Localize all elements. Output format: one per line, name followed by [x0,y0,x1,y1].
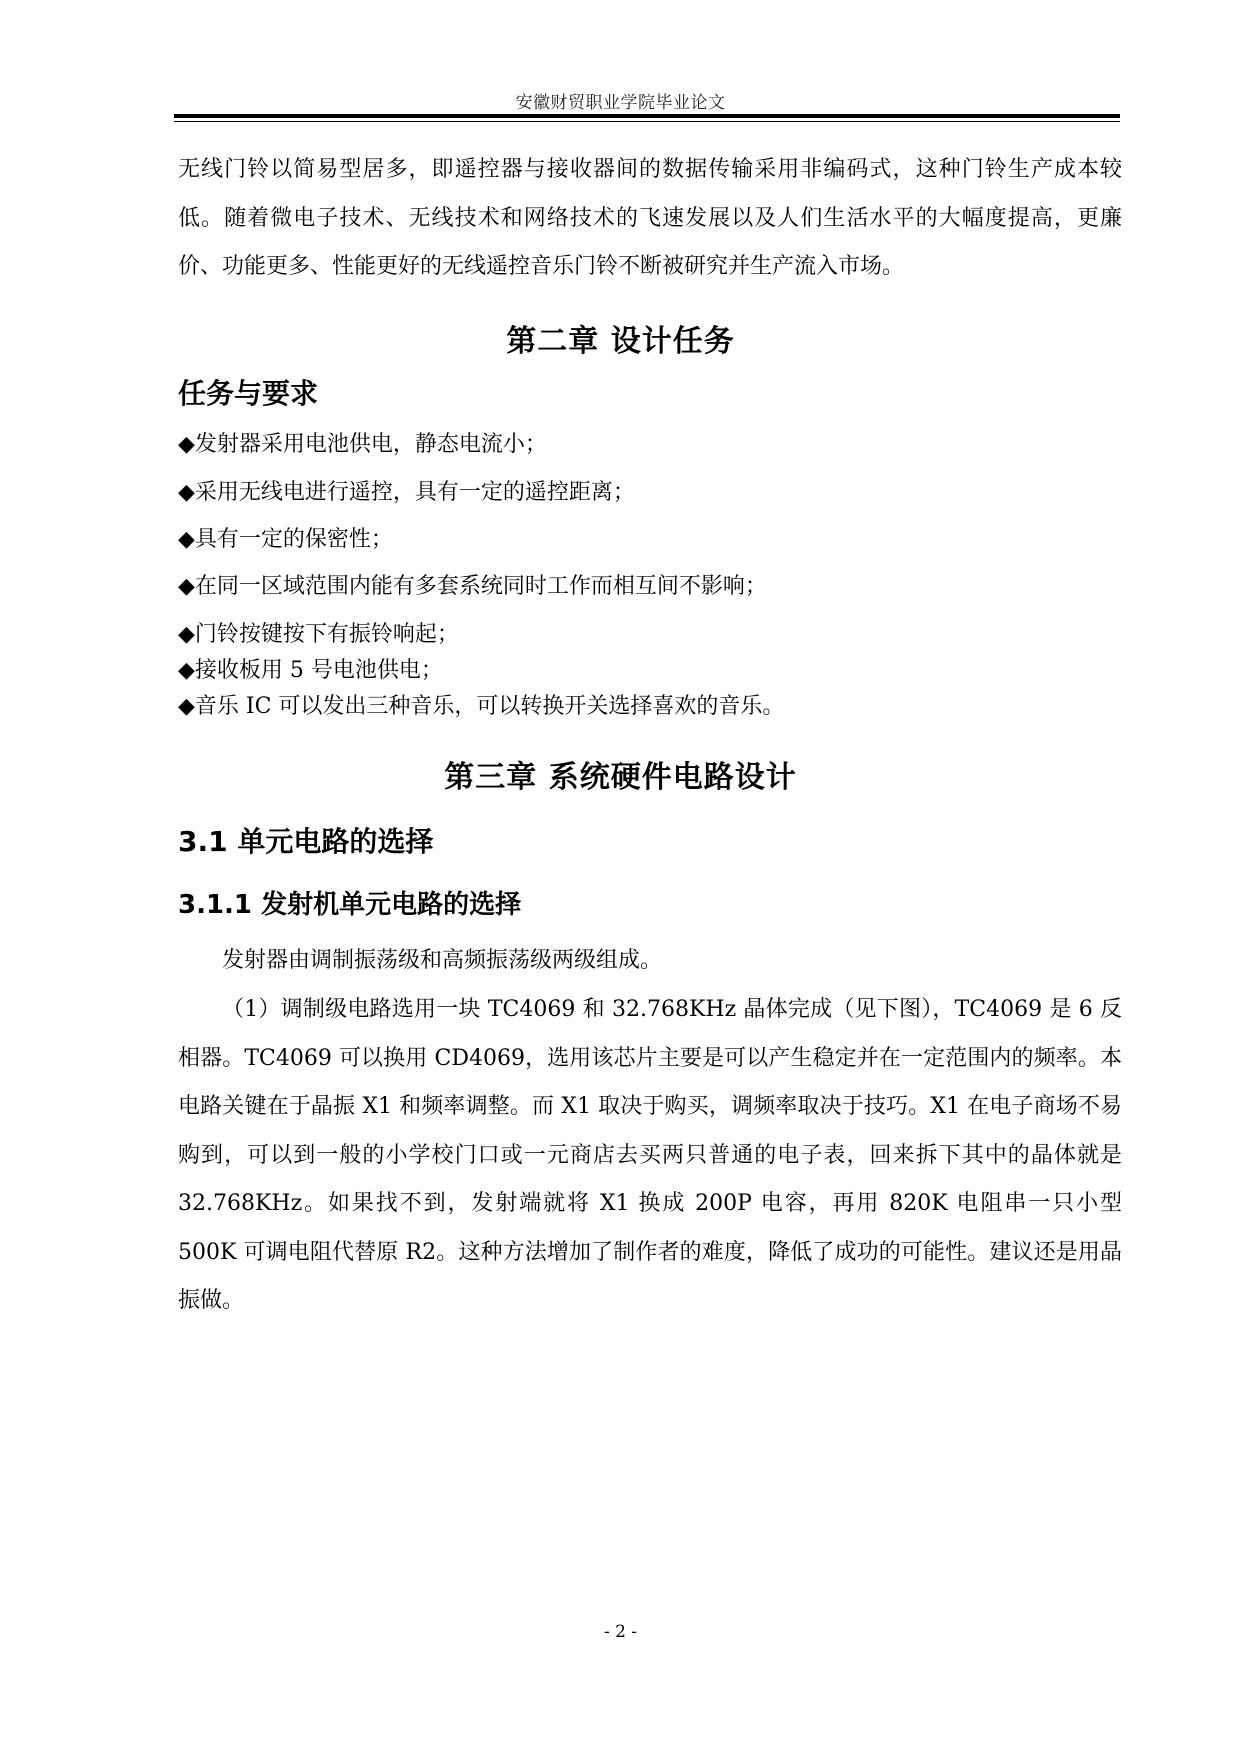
section-3-1-1-title: 3.1.1 发射机单元电路的选择 [178,890,522,920]
requirement-item: ◆接收板用 5 号电池供电； [178,658,443,683]
requirement-item: ◆音乐 IC 可以发出三种音乐，可以转换开关选择喜欢的音乐。 [178,694,785,719]
running-header: 安徽财贸职业学院毕业论文 [515,93,726,113]
requirement-item: ◆在同一区域范围内能有多套系统同时工作而相互间不影响； [178,574,767,599]
section-3-1-title: 3.1 单元电路的选择 [178,825,434,858]
paragraph-transmitter-stages: 发射器由调制振荡级和高频振荡级两级组成。 [222,948,663,973]
requirement-item: ◆发射器采用电池供电，静态电流小； [178,432,547,457]
chapter-2-title: 第二章 设计任务 [506,324,735,359]
requirement-item: ◆具有一定的保密性； [178,527,393,552]
requirement-item: ◆门铃按键按下有振铃响起； [178,622,459,647]
page-number: - 2 - [603,1622,638,1642]
header-rule-thin [174,121,1120,122]
section-task-requirements: 任务与要求 [178,377,319,410]
requirement-item: ◆采用无线电进行遥控，具有一定的遥控距离； [178,480,635,505]
paragraph-modulation-circuit: （1）调制级电路选用一块 TC4069 和 32.768KHz 晶体完成（见下图），TC4069 是 6 反相器。TC4069 可以换用 CD4069，选用该芯片主要是可以产生稳定并在一定范围内的频率。本电路关键在于晶振 X1 和频率调整。而 X1 取决于购买，调频率取决于技巧。X1 在电子商场不易购到，可以到一般的小学校门口或一元商店去买两只普通的电子表，回来拆下其中的晶体就是 32.768KHz。如果找不到，发射端就将 X1 换成 200P 电容，再用 820K 电阻串一只小型 500K 可调电阻代替原 R2。这种方法增加了制作者的难度，降低了成功的可能性。建议还是用晶振做。 [178,997,1122,1313]
intro-paragraph: 无线门铃以简易型居多，即遥控器与接收器间的数据传输采用非编码式，这种门铃生产成本较低。随着微电子技术、无线技术和网络技术的飞速发展以及人们生活水平的大幅度提高，更廉价、功能更多、性能更好的无线遥控音乐门铃不断被研究并生产流入市场。 [178,157,1122,279]
header-rule-thick [174,114,1120,118]
chapter-3-title: 第三章 系统硬件电路设计 [444,760,797,795]
